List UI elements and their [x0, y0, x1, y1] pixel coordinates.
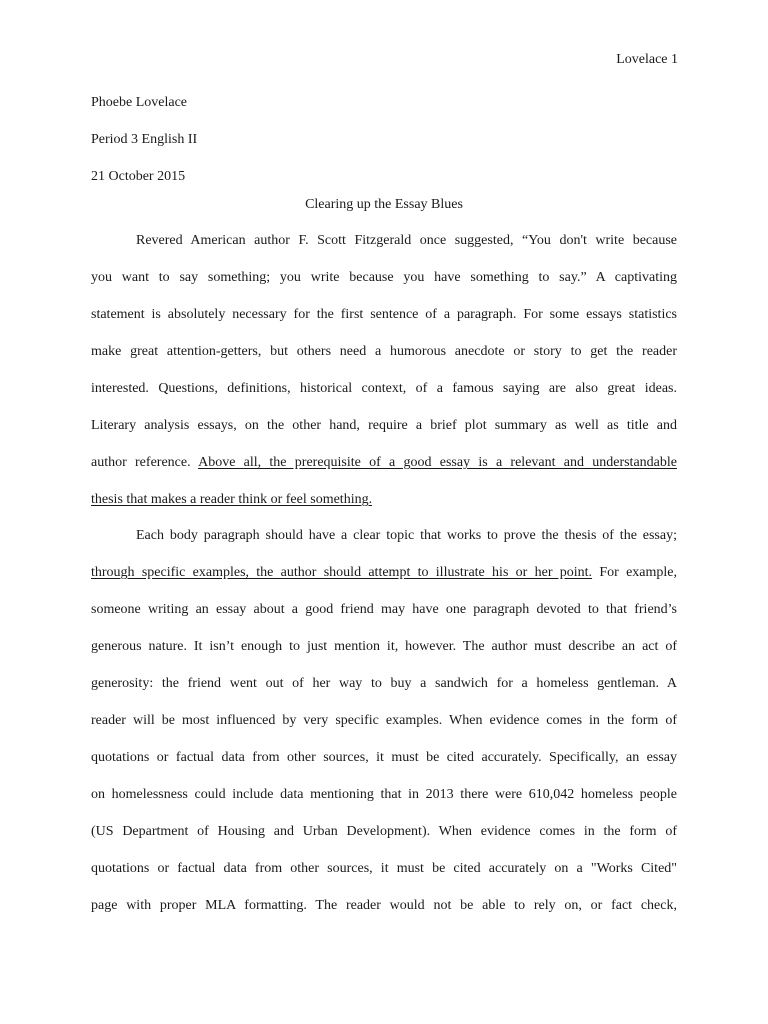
- essay-date: 21 October 2015: [91, 169, 186, 184]
- text-line: quotations or factual data from other sources, it must be cited accurately on a "Works Cited": [91, 861, 677, 876]
- text-line: someone writing an essay about a good friend may have one paragraph devoted to that friend’s: [91, 602, 677, 617]
- text-line: [91, 488, 677, 512]
- text-line: page with proper MLA formatting. The reader would not be able to rely on, or fact check,: [91, 898, 677, 913]
- author-name: Phoebe Lovelace: [91, 95, 188, 110]
- text-line: generosity: the friend went out of her way to buy a sandwich for a homeless gentleman. A: [91, 676, 677, 691]
- text-line: Literary analysis essays, on the other hand, require a brief plot summary as well as title and: [91, 418, 677, 433]
- text-line: Revered American author F. Scott Fitzgerald once suggested, “You don't write because: [136, 233, 677, 248]
- underlined-thesis: thesis that makes a reader think or feel something.: [91, 492, 373, 507]
- text-line: on homelessness could include data mentioning that in 2013 there were 610,042 homeless people: [91, 787, 677, 802]
- text-line: generous nature. It isn’t enough to just mention it, however. The author must describe an act of: [91, 639, 677, 654]
- text-line: [91, 451, 677, 475]
- text-line: Each body paragraph should have a clear topic that works to prove the thesis of the essay;: [136, 528, 677, 543]
- text-line: statement is absolutely necessary for the first sentence of a paragraph. For some essays statistics: [91, 307, 677, 322]
- text-line: quotations or factual data from other sources, it must be cited accurately. Specifically, an essay: [91, 750, 677, 765]
- text-line: reader will be most influenced by very specific examples. When evidence comes in the form of: [91, 713, 677, 728]
- text-line: make great attention-getters, but others need a humorous anecdote or story to get the reader: [91, 344, 677, 359]
- text-segment: For example,: [592, 565, 677, 580]
- text-segment: author reference.: [91, 455, 199, 470]
- underlined-thesis: Above all, the prerequisite of a good essay is a relevant and understandable: [198, 455, 677, 470]
- text-line: interested. Questions, definitions, historical context, of a famous saying are also great ideas.: [91, 381, 677, 396]
- text-line: [91, 561, 677, 585]
- text-line: you want to say something; you write because you have something to say.” A captivating: [91, 270, 677, 285]
- mla-heading: [91, 84, 681, 195]
- running-head: Lovelace 1: [616, 52, 678, 67]
- class-period: Period 3 English II: [91, 132, 198, 147]
- underlined-topic-sentence: through specific examples, the author should attempt to illustrate his or her point.: [91, 565, 593, 580]
- text-line: (US Department of Housing and Urban Development). When evidence comes in the form of: [91, 824, 677, 839]
- essay-title: Clearing up the Essay Blues: [305, 197, 463, 212]
